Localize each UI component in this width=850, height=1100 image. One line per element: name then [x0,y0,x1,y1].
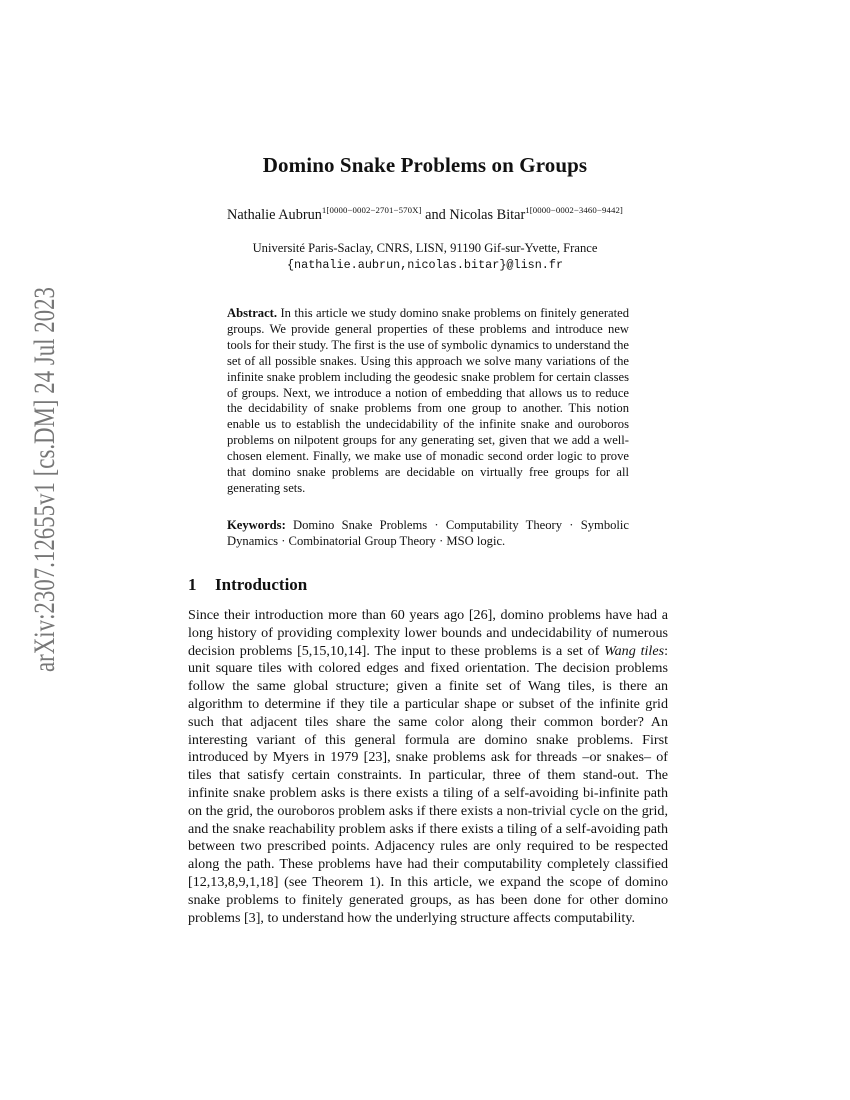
affiliation-block [0,240,850,274]
introduction-paragraph [188,607,668,927]
abstract-label: Abstract. [227,306,278,320]
paragraph-text: Since their introduction more than 60 years ago [26], domino problems have had a long history of providing complexity lower bounds and undecidability of numerous decision problems [5,15,10,14]. The input to these problems is a set of [188,607,668,659]
paper-title: Domino Snake Problems on Groups [262,153,588,177]
author-email: {nathalie.aubrun,nicolas.bitar}@lisn.fr [286,258,564,272]
section-number: 1 [188,575,197,594]
abstract [227,306,629,497]
author-name: Nicolas Bitar [449,207,526,223]
paragraph-italic-term: Wang tiles [604,642,665,659]
paragraph-text: : unit square tiles with colored edges and fixed orientation. The decision problems follow the same global structure; given a finite set of Wang tiles, is there an algorithm to determine if they tile a particular shape or subset of the infinite grid such that adjacent tiles share the same color along their common border? An interesting variant of this general formula are domino snake problems. First introduced by Myers in 1979 [23], snake problems ask for threads –or snakes– of tiles that satisfy certain constraints. In particular, three of them stand-out. The infinite snake problem asks is there exists a tiling of a self-avoiding bi-infinite path on the grid, the ouroboros problem asks if there exists a non-trivial cycle on the grid, and the snake reachability problem asks if there exists a tiling of a self-avoiding path between two prescribed points. Adjacency rules are only required to be respected along the path. These problems have had their computability completely classified [12,13,8,9,1,18] (see Theorem 1). In this article, we expand the scope of domino snake problems to finitely generated groups, as has been done for other domino problems [3], to understand how the underlying structure affects computability. [188,642,668,926]
affiliation: Université Paris-Saclay, CNRS, LISN, 91190 Gif-sur-Yvette, France [252,241,598,255]
arxiv-watermark [4,280,74,680]
author-list [0,205,850,224]
author-name: Nathalie Aubrun [227,207,322,223]
keywords-text: Domino Snake Problems · Computability Theory · Symbolic Dynamics · Combinatorial Group Theory · MSO logic. [227,518,629,548]
author-separator: and [425,207,446,223]
keywords-label: Keywords: [227,518,286,532]
keywords [227,518,629,550]
arxiv-watermark-text: arXiv:2307.12655v1 [cs.DM] 24 Jul 2023 [28,280,61,672]
author-orcid: 1[0000−0002−3460−9442] [525,205,623,215]
section-title: Introduction [215,575,308,594]
abstract-text: In this article we study domino snake problems on finitely generated groups. We provide general properties of these problems and introduce new tools for their study. The first is the use of symbolic dynamics to understand the set of all possible snakes. Using this approach we solve many variations of the infinite snake problem including the geodesic snake problem for certain classes of groups. Next, we introduce a notion of embedding that allows us to reduce the decidability of snake problems from one group to another. This notion enable us to establish the undecidability of the infinite snake and ouroboros problems on nilpotent groups for any generating set, given that we add a well-chosen element. Finally, we make use of monadic second order logic to prove that domino snake problems are decidable on virtually free groups for all generating sets. [227,306,629,495]
author-orcid: 1[0000−0002−2701−570X] [321,205,422,215]
section-heading [188,575,307,595]
